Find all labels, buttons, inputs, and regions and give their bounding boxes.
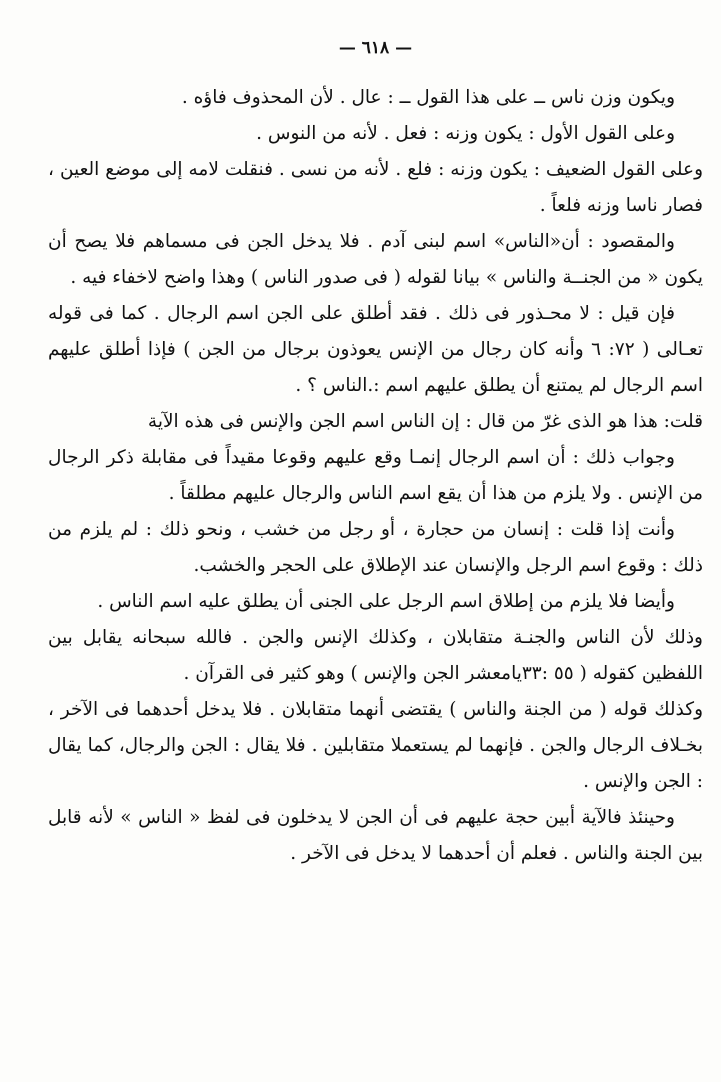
paragraph: وعلى القول الضعيف : يكون وزنه : فلع . لأنه من نسى . فنقلت لامه إلى موضع العين ، فصار ناسا وزنه فلعاً .: [48, 159, 703, 216]
paragraph: وأنت إذا قلت : إنسان من حجارة ، أو رجل من خشب ، ونحو ذلك : لم يلزم من ذلك : وقوع اسم الرجل والإنسان عند الإطلاق على الحجر والخشب.: [48, 519, 703, 576]
paragraph: والمقصود : أن«الناس» اسم لبنى آدم . فلا يدخل الجن فى مسماهم فلا يصح أن يكون « من الجنــة والناس » بيانا لقوله ( فى صدور الناس ) وهذا واضح لاخفاء فيه .: [48, 231, 703, 288]
paragraph: وجواب ذلك : أن اسم الرجال إنمـا وقع عليهم وقوعا مقيداً فى مقابلة ذكر الرجال من الإنس . ولا يلزم من هذا أن يقع اسم الناس والرجال عليهم مطلقاً .: [48, 447, 703, 504]
paragraph: فإن قيل : لا محـذور فى ذلك . فقد أطلق على الجن اسم الرجال . كما فى قوله تعـالى ( ٧٢: ٦ وأنه كان رجال من الإنس يعوذون برجال من الجن ) فإذا أطلق عليهم اسم الرجال لم يمتنع أن يطلق عليهم اسم :.الناس ؟ .: [48, 303, 703, 396]
paragraph: وعلى القول الأول : يكون وزنه : فعل . لأنه من النوس .: [256, 123, 675, 144]
paragraph: وكذلك قوله ( من الجنة والناس ) يقتضى أنهما متقابلان . فلا يدخل أحدهما فى الآخر ، بخـلاف الرجال والجن . فإنهما لم يستعملا متقابلين . فلا يقال : الجن والرجال، كما يقال : الجن والإنس .: [48, 699, 703, 792]
paragraph: وذلك لأن الناس والجنـة متقابلان ، وكذلك الإنس والجن . فالله سبحانه يقابل بين اللفظين كقوله ( ٥٥ :٣٣يامعشر الجن والإنس ) وهو كثير فى القرآن .: [48, 627, 703, 684]
paragraph: وحينئذ فالآية أبين حجة عليهم فى أن الجن لا يدخلون فى لفظ « الناس » لأنه قابل بين الجنة والناس . فعلم أن أحدهما لا يدخل فى الآخر .: [48, 807, 703, 864]
paragraph: وأيضا فلا يلزم من إطلاق اسم الرجل على الجنى أن يطلق عليه اسم الناس .: [97, 591, 675, 612]
paragraph: ويكون وزن ناس ــ على هذا القول ــ : عال . لأن المحذوف فاؤه .: [181, 87, 675, 108]
page-number: — ٦١٨ —: [338, 38, 413, 58]
paragraph: قلت: هذا هو الذى غرّ من قال : إن الناس اسم الجن والإنس فى هذه الآية: [147, 411, 703, 432]
body-text: [48, 80, 703, 872]
